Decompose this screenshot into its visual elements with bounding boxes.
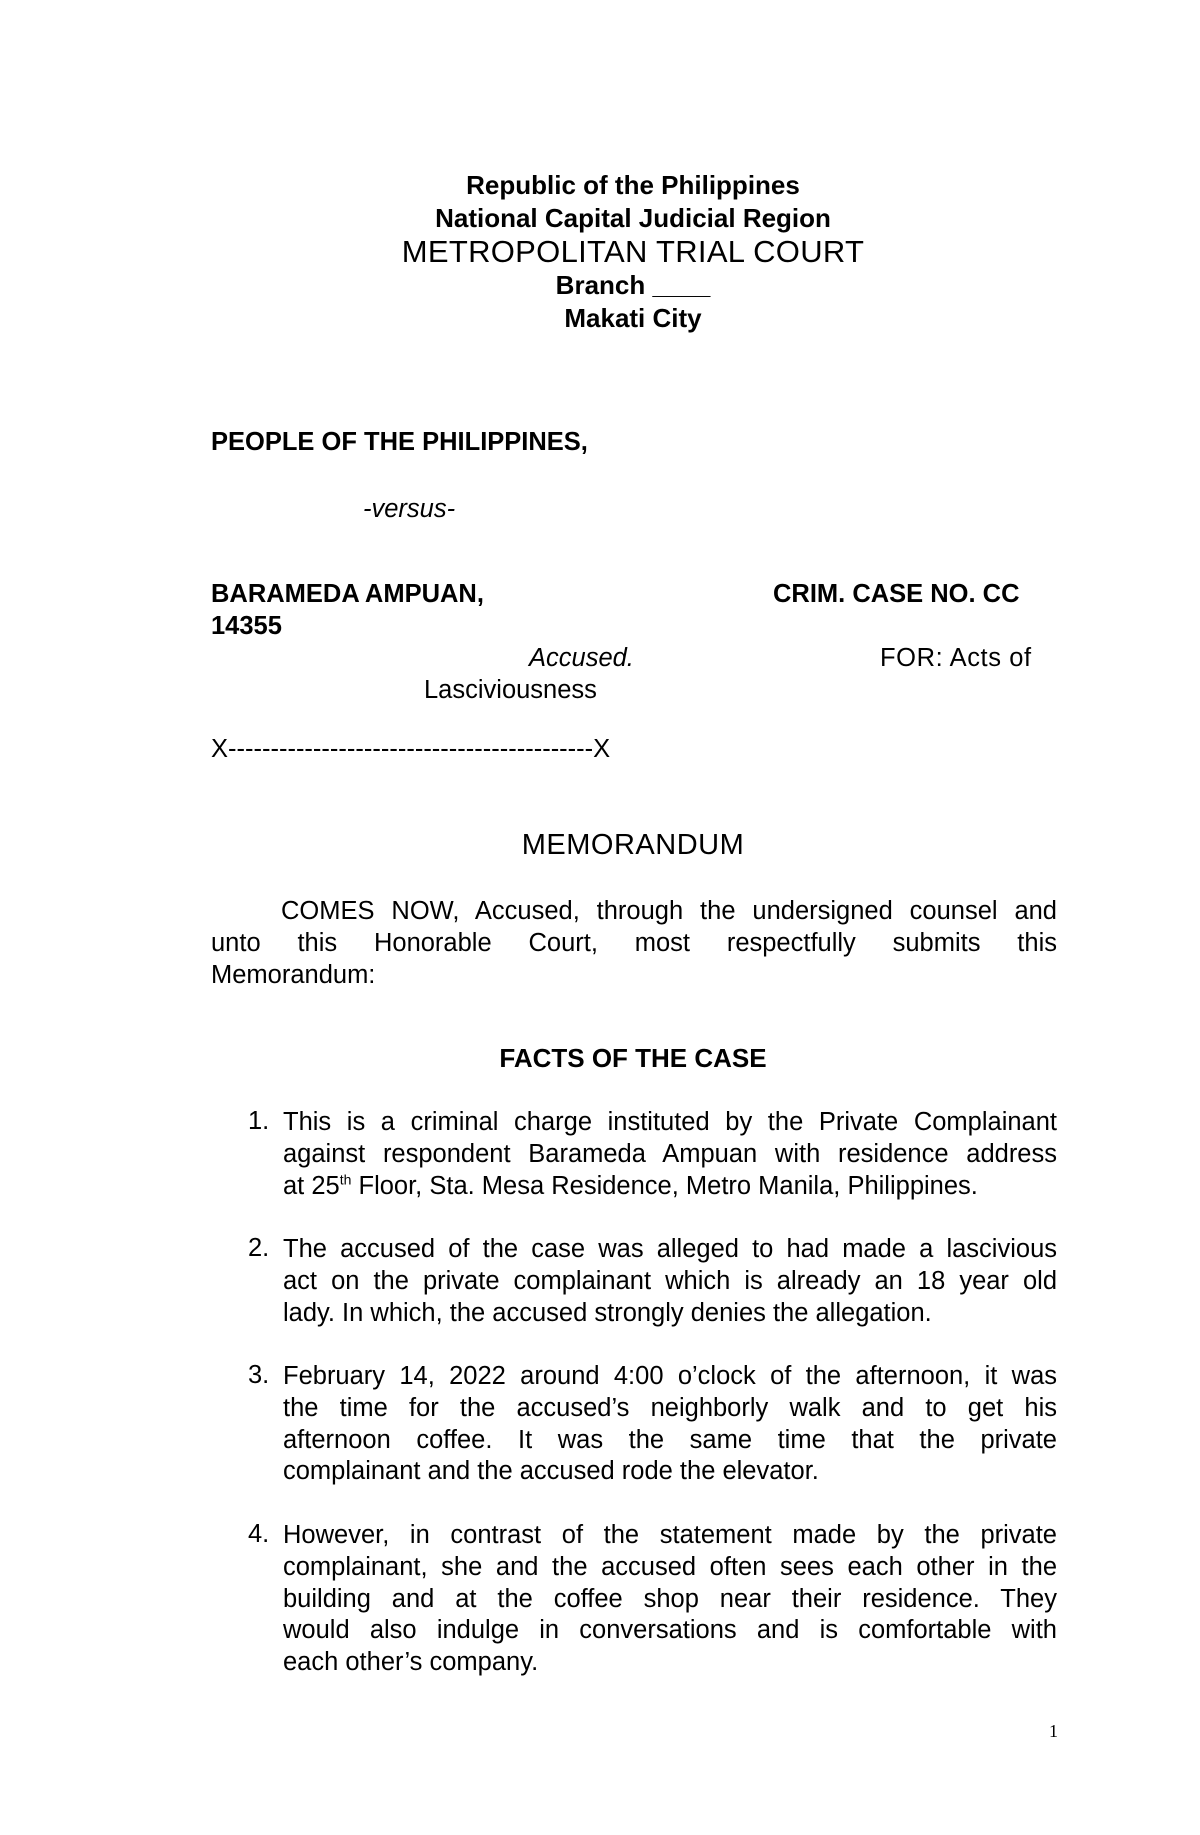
fact-number: 2.	[248, 1234, 270, 1262]
fact-line: against respondent Barameda Ampuan with residence address	[283, 1139, 1057, 1168]
fact-line-post: Floor, Sta. Mesa Residence, Metro Manila, Philippines.	[351, 1171, 978, 1200]
fact-line: complainant and the accused rode the elevator.	[283, 1457, 819, 1486]
fact-paragraph-3	[283, 1361, 1057, 1488]
fact-number: 4.	[248, 1520, 270, 1548]
intro-line: unto this Honorable Court, most respectfully submits this	[211, 928, 1057, 957]
fact-paragraph-2	[283, 1234, 1057, 1329]
facts-heading: FACTS OF THE CASE	[499, 1043, 767, 1073]
header-city: Makati City	[564, 303, 702, 333]
caption-case-number: CRIM. CASE NO. CC	[773, 580, 1020, 608]
page-number: 1	[1049, 1721, 1058, 1741]
fact-paragraph-1	[283, 1107, 1057, 1202]
fact-number: 1.	[248, 1107, 270, 1135]
fact-line: would also indulge in conversations and is comfortable with	[283, 1616, 1057, 1645]
caption-accused-name: BARAMEDA AMPUAN,	[211, 580, 484, 608]
fact-line: February 14, 2022 around 4:00 o’clock of the afternoon, it was	[283, 1362, 1057, 1390]
header-republic: Republic of the Philippines	[466, 170, 800, 200]
fact-line: afternoon coffee. It was the same time that the private	[283, 1425, 1057, 1454]
caption-separator: X-------------------------------------------X	[211, 735, 611, 763]
ordinal-suffix: th	[339, 1171, 352, 1188]
fact-line-pre: at 25	[283, 1171, 340, 1200]
intro-line: COMES NOW, Accused, through the undersigned counsel and	[281, 897, 1057, 925]
fact-line: building and at the coffee shop near their residence. They	[283, 1584, 1057, 1613]
caption-offense-cont: Lasciviousness	[424, 676, 597, 704]
document-title: MEMORANDUM	[521, 829, 745, 861]
fact-line: However, in contrast of the statement made by the private	[283, 1521, 1057, 1549]
fact-line: lady. In which, the accused strongly denies the allegation.	[283, 1298, 932, 1327]
caption-plaintiff: PEOPLE OF THE PHILIPPINES,	[211, 428, 588, 456]
intro-line: Memorandum:	[211, 960, 376, 989]
fact-line: This is a criminal charge instituted by the Private Complainant	[283, 1108, 1057, 1136]
header-region: National Capital Judicial Region	[435, 203, 831, 233]
header-branch: Branch ____	[555, 270, 711, 300]
fact-line: act on the private complainant which is already an 18 year old	[283, 1266, 1057, 1295]
caption-versus: -versus-	[363, 495, 456, 523]
fact-line: each other’s company.	[283, 1648, 539, 1677]
fact-line: the time for the accused’s neighborly walk and to get his	[283, 1393, 1057, 1422]
fact-paragraph-4	[283, 1520, 1057, 1679]
header-court: METROPOLITAN TRIAL COURT	[401, 234, 865, 269]
intro-paragraph	[211, 896, 1057, 991]
fact-number: 3.	[248, 1361, 270, 1389]
caption-case-number-cont: 14355	[211, 612, 282, 640]
fact-line: complainant, she and the accused often sees each other in the	[283, 1552, 1057, 1581]
fact-line	[283, 1171, 1057, 1203]
caption-offense-label: FOR: Acts of	[880, 644, 1032, 672]
caption-accused-label: Accused.	[529, 644, 634, 672]
fact-line: The accused of the case was alleged to had made a lascivious	[283, 1235, 1057, 1263]
